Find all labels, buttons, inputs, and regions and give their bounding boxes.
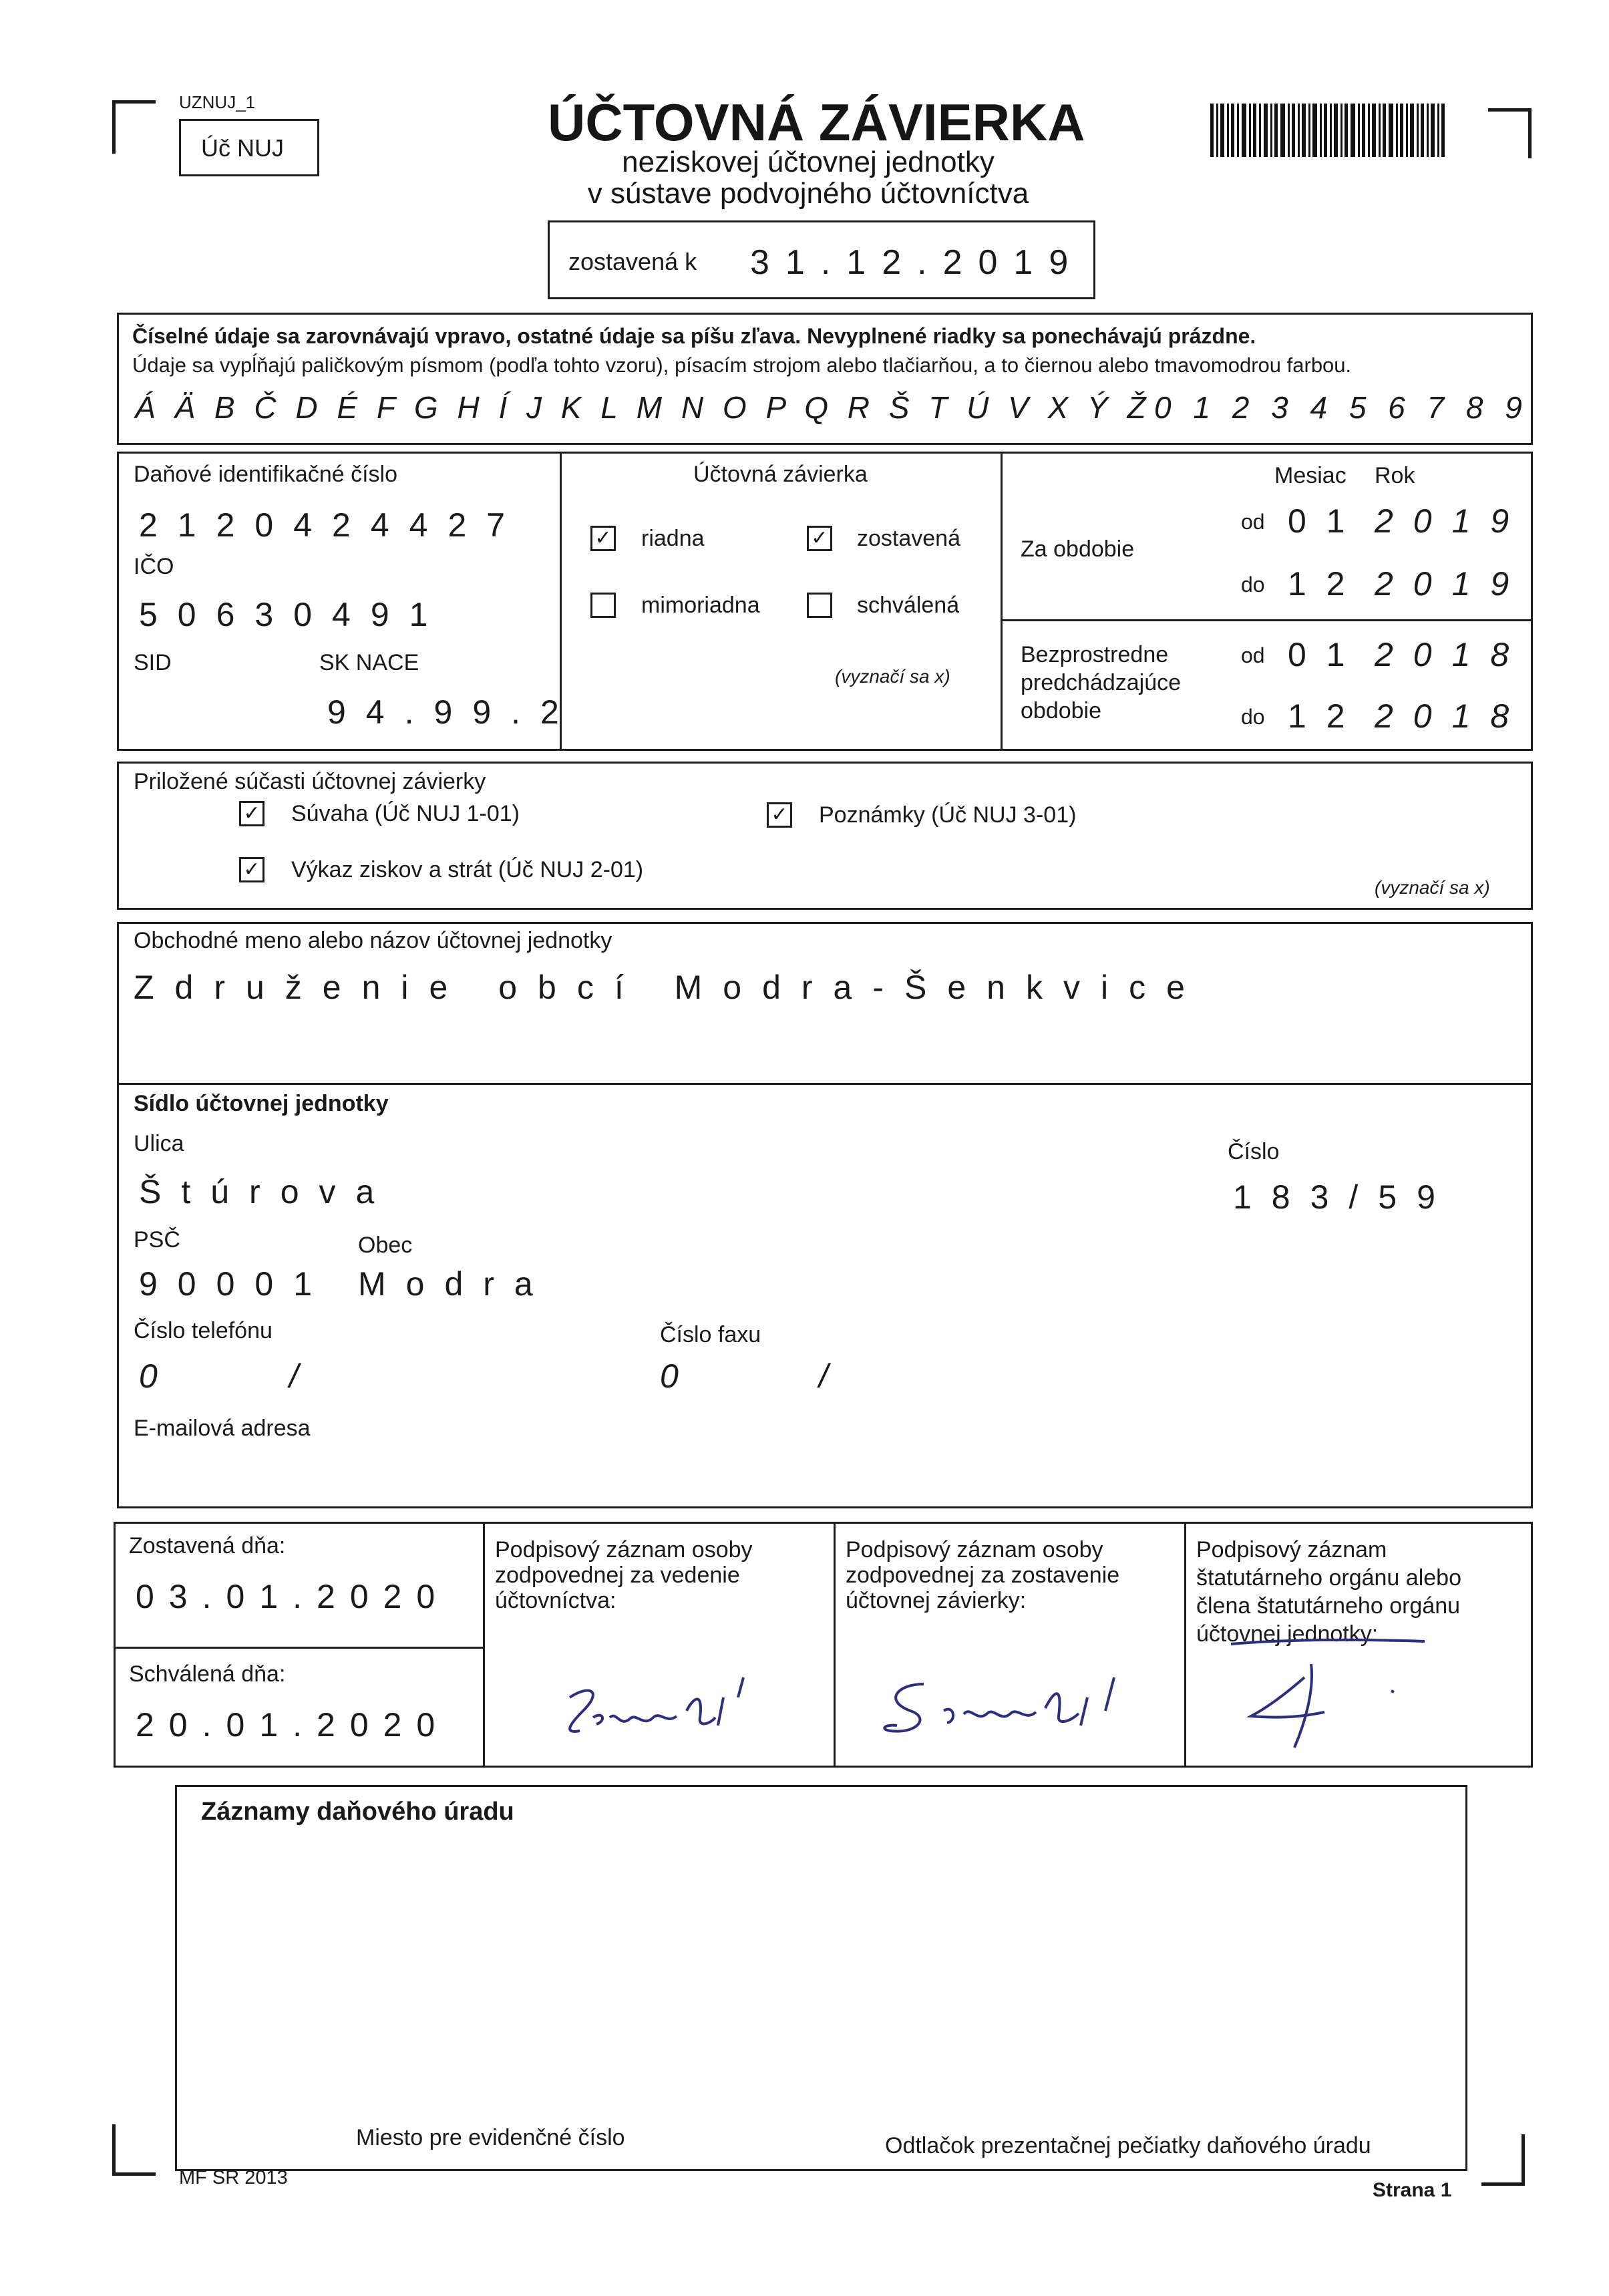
suvaha-checkbox[interactable]: ✓ <box>239 801 264 826</box>
evidence-number-label: Miesto pre evidenčné číslo <box>356 2125 625 2150</box>
entity-name-label: Obchodné meno alebo názov účtovnej jednotky <box>134 928 612 953</box>
id-period-section <box>117 452 1533 751</box>
compiled-date-label: Zostavená dňa: <box>129 1533 286 1559</box>
vykaz-label: Výkaz ziskov a strát (Úč NUJ 2-01) <box>291 857 644 882</box>
current-period-label: Za obdobie <box>1021 536 1135 562</box>
street-label: Ulica <box>134 1131 184 1156</box>
dic-label: Daňové identifikačné číslo <box>134 462 398 487</box>
signature-statutory <box>1224 1637 1505 1758</box>
signature-preparer <box>870 1664 1151 1751</box>
poznamky-label: Poznámky (Úč NUJ 3-01) <box>819 802 1077 828</box>
ico-label: IČO <box>134 554 174 579</box>
sample-digits: 0 1 2 3 4 5 6 7 8 9 <box>1154 390 1529 425</box>
approved-date-value[interactable]: 20.01.2020 <box>136 1706 450 1744</box>
current-to-month[interactable]: 12 <box>1288 565 1365 603</box>
page-number: Strana 1 <box>1373 2179 1452 2201</box>
mimoriadna-label: mimoriadna <box>641 593 760 618</box>
signatures-section <box>114 1522 1533 1768</box>
approved-date-label: Schválená dňa: <box>129 1661 286 1687</box>
corner-mark-top-right <box>1488 108 1532 158</box>
barcode <box>1210 104 1447 157</box>
current-to-year[interactable]: 2019 <box>1375 565 1530 603</box>
sig1-label-3: účtovníctva: <box>495 1588 616 1613</box>
current-from-year[interactable]: 2019 <box>1375 502 1530 540</box>
as-of-box <box>548 220 1095 299</box>
number-value[interactable]: 183/59 <box>1233 1178 1455 1216</box>
statement-type-title: Účtovná závierka <box>693 462 868 487</box>
fax-value[interactable]: 0 <box>660 1357 699 1395</box>
nace-label: SK NACE <box>319 650 419 675</box>
sig3-label-4: účtovnej jednotky: <box>1196 1621 1379 1647</box>
fax-separator: / <box>819 1357 848 1395</box>
psc-value[interactable]: 90001 <box>139 1265 333 1303</box>
instructions-line-2: Údaje sa vypĺňajú paličkovým písmom (podľa tohto vzoru), písacím strojom alebo tlačiarňou, a to čiernou alebo tmavomodrou farbou. <box>132 353 1352 377</box>
schvalena-checkbox[interactable] <box>807 593 832 618</box>
suvaha-label: Súvaha (Úč NUJ 1-01) <box>291 801 520 826</box>
phone-label: Číslo telefónu <box>134 1318 273 1343</box>
previous-period-label-3: obdobie <box>1021 698 1102 723</box>
fax-label: Číslo faxu <box>660 1322 761 1347</box>
corner-mark-bottom-left <box>112 2124 156 2176</box>
tax-office-title: Záznamy daňového úradu <box>201 1798 514 1826</box>
sig2-label-1: Podpisový záznam osoby <box>846 1537 1103 1563</box>
page-title: ÚČTOVNÁ ZÁVIERKA <box>548 93 1085 152</box>
previous-to-year[interactable]: 2018 <box>1375 697 1530 735</box>
sid-label: SID <box>134 650 172 675</box>
compiled-date-value[interactable]: 03.01.2020 <box>136 1578 450 1615</box>
page-subtitle-2: v sústave podvojného účtovníctva <box>587 177 1029 210</box>
address-title: Sídlo účtovnej jednotky <box>134 1091 389 1116</box>
zostavena-label: zostavená <box>857 526 960 551</box>
schvalena-label: schválená <box>857 593 960 618</box>
instructions-box <box>117 313 1533 445</box>
sig3-label-2: štatutárneho orgánu alebo <box>1196 1565 1461 1591</box>
city-label: Obec <box>358 1233 413 1258</box>
previous-period-label-1: Bezprostredne <box>1021 642 1169 667</box>
form-box <box>179 119 319 176</box>
phone-value[interactable]: 0 <box>139 1357 178 1395</box>
stamp-label: Odtlačok prezentačnej pečiatky daňového úradu <box>885 2133 1371 2158</box>
street-value[interactable]: Štúrova <box>139 1173 395 1210</box>
statement-type-note: (vyznačí sa x) <box>835 666 950 687</box>
psc-label: PSČ <box>134 1227 180 1253</box>
footer-left: MF SR 2013 <box>179 2167 288 2188</box>
sig1-label-1: Podpisový záznam osoby <box>495 1537 753 1563</box>
previous-period-label-2: predchádzajúce <box>1021 670 1182 695</box>
zostavena-checkbox[interactable]: ✓ <box>807 526 832 551</box>
as-of-date: 31.12.2019 <box>750 243 1085 282</box>
form-code: UZNUJ_1 <box>179 92 256 112</box>
phone-separator: / <box>289 1357 319 1395</box>
current-do-label: do <box>1241 572 1265 597</box>
mimoriadna-checkbox[interactable] <box>590 593 616 618</box>
tax-office-section <box>175 1785 1467 2171</box>
form-box-label: Úč NUJ <box>201 134 284 162</box>
city-value[interactable]: Modra <box>358 1265 553 1303</box>
poznamky-checkbox[interactable]: ✓ <box>767 802 792 828</box>
current-from-month[interactable]: 01 <box>1288 502 1365 540</box>
sig2-label-2: zodpovednej za zostavenie <box>846 1563 1120 1588</box>
previous-od-label: od <box>1241 643 1265 667</box>
previous-to-month[interactable]: 12 <box>1288 697 1365 735</box>
nace-value[interactable]: 94.99.2 <box>327 693 579 731</box>
attachments-title: Priložené súčasti účtovnej závierky <box>134 769 486 794</box>
email-label: E-mailová adresa <box>134 1416 311 1441</box>
previous-from-month[interactable]: 01 <box>1288 636 1365 673</box>
sample-letters: Á Ä B Č D É F G H Í J K L M N O P Q R Š T Ú V X Ý Ž <box>135 390 1151 425</box>
ico-value[interactable]: 50630491 <box>139 596 448 633</box>
current-od-label: od <box>1241 510 1265 534</box>
attachments-note: (vyznačí sa x) <box>1375 877 1490 898</box>
dic-value[interactable]: 2120424427 <box>139 506 526 544</box>
corner-mark-top-left <box>112 100 156 154</box>
sig2-label-3: účtovnej závierky: <box>846 1588 1027 1613</box>
riadna-checkbox[interactable]: ✓ <box>590 526 616 551</box>
riadna-label: riadna <box>641 526 705 551</box>
instructions-line-1: Číselné údaje sa zarovnávajú vpravo, ostatné údaje sa píšu zľava. Nevyplnené riadky sa ponechávajú prázdne. <box>132 324 1256 348</box>
sig3-label-3: člena štatutárneho orgánu <box>1196 1593 1461 1619</box>
signature-accountant <box>543 1671 797 1751</box>
sig1-label-2: zodpovednej za vedenie <box>495 1563 740 1588</box>
month-header: Mesiac <box>1274 463 1347 488</box>
entity-name-value[interactable]: Združenie obcí Modra-Šenkvice <box>134 969 1206 1006</box>
previous-from-year[interactable]: 2018 <box>1375 636 1530 673</box>
vykaz-checkbox[interactable]: ✓ <box>239 857 264 882</box>
corner-mark-bottom-right <box>1481 2134 1525 2186</box>
page-subtitle-1: neziskovej účtovnej jednotky <box>622 146 995 178</box>
number-label: Číslo <box>1228 1139 1280 1164</box>
previous-do-label: do <box>1241 705 1265 729</box>
entity-section <box>117 922 1533 1508</box>
as-of-label: zostavená k <box>568 248 697 275</box>
attachments-section <box>117 762 1533 910</box>
sig3-label-1: Podpisový záznam <box>1196 1537 1387 1563</box>
year-header: Rok <box>1375 463 1415 488</box>
